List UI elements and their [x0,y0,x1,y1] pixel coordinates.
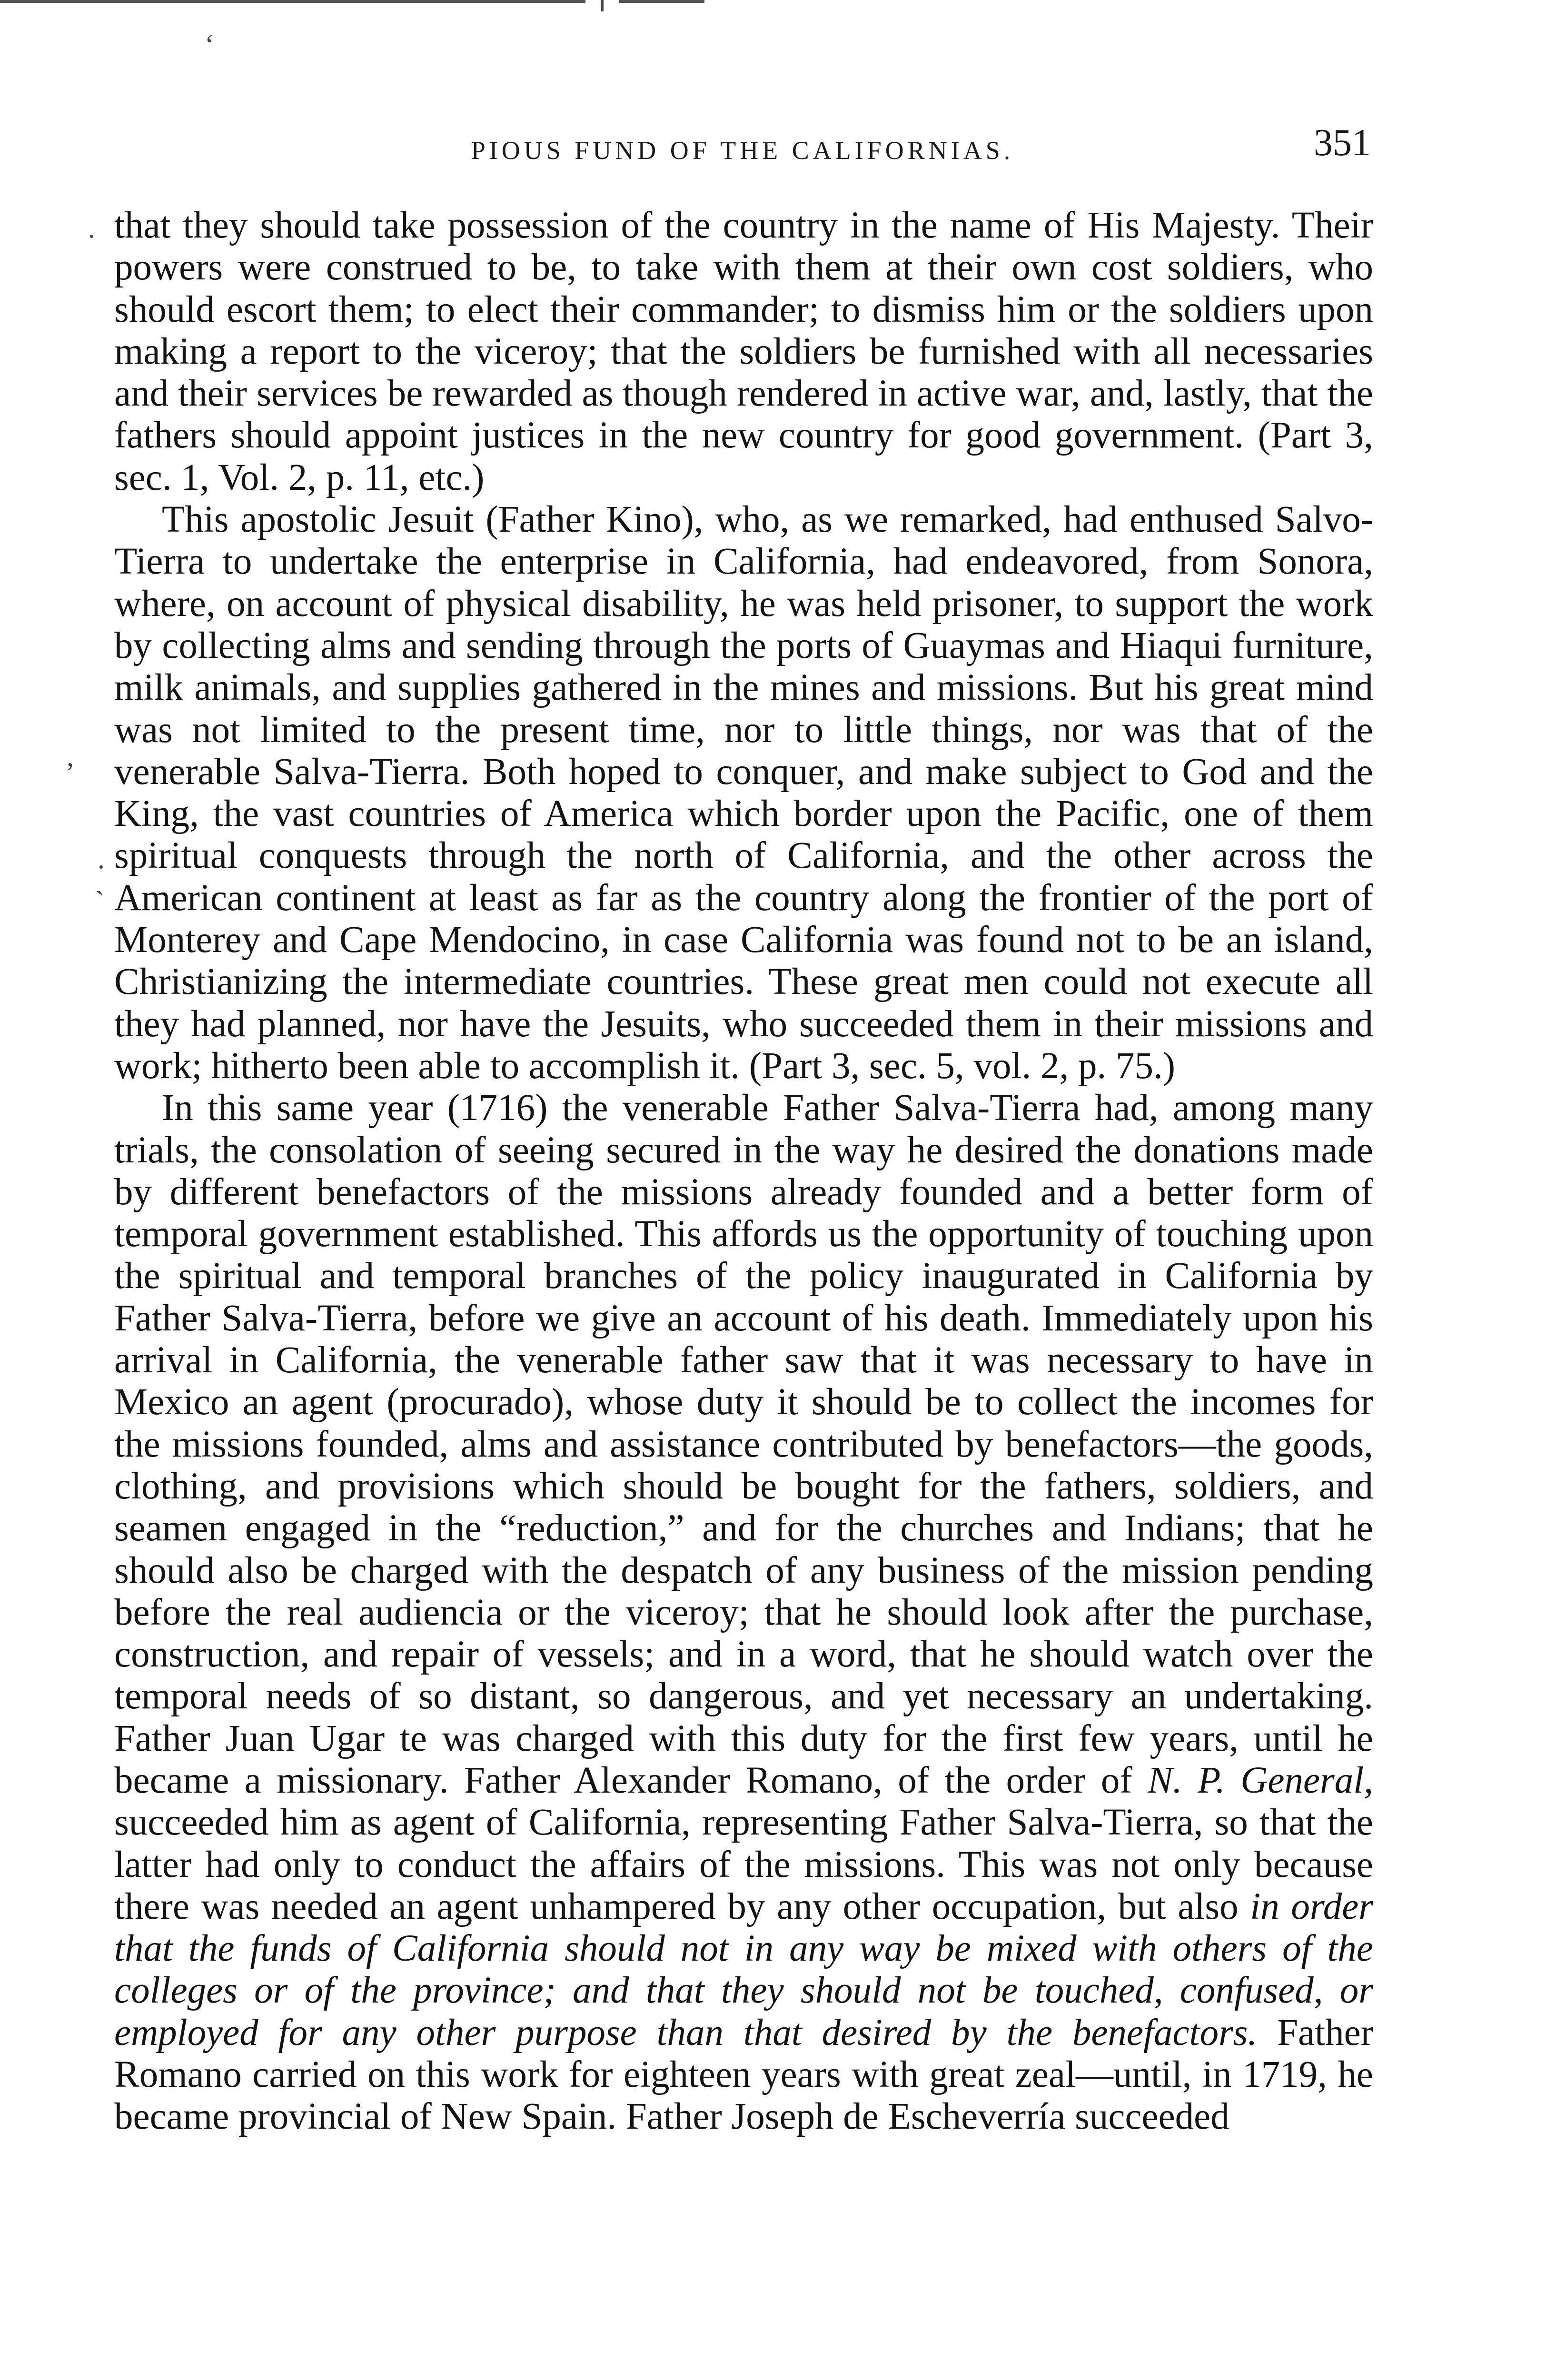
paragraph-text-segment: succeeded him as agent of California, representing Father Salva-Tierra, so that the latter had only to conduct the affairs of the missions. This was not only because there was needed an agent unhampered by any other occupation, but also [114,1802,1373,1927]
top-edge-tick [601,0,604,11]
paragraph-text-segment: In this same year (1716) the venerable Father Salva-Tierra had, among many trials, the consolation of seeing secured in the way he desired the donations made by different benefactors of the missions already founded and a better form of temporal government established. This affords us the opportunity of touching upon the spiritual and temporal branches of the policy inaugurated in California by Father Salva-Tierra, before we give an account of his death. Immediately upon his arrival in California, the venerable father saw that it was necessary to have in Mexico an agent (procurado), whose duty it should be to collect the incomes for the missions founded, alms and assistance contributed by benefactors—the goods, clothing, and provisions which should be bought for the fathers, soldiers, and seamen engaged in the “reduction,” and for the churches and Indians; that he should also be charged with the despatch of any business of the mission pending before the real audiencia or the viceroy; that he should look after the purchase, construction, and repair of vessels; and in a word, that he should watch over the temporal needs of so distant, so dangerous, and yet necessary an undertaking. Father Juan Ugar te was charged with this duty for the first few years, until he became a missionary. Father Alexander Romano, of the order of [114,1087,1373,1801]
paragraph-text-segment: Father Romano carried on this work for eighteen years with great zeal—until, in 1719, he became provincial of New Spain. Father Joseph de Escheverría succeeded [114,2012,1374,2138]
page-header [114,121,1371,174]
italic-funds-passage: in order that the funds of California should not in any way be mixed with others of the colleges or of the province; and that they should not be touched, confused, or employed for any other purpose than that desired by the benefactors. [114,1885,1374,2053]
italic-np-general: N. P. General, [1148,1759,1373,1801]
paragraph-continuation: that they should take possession of the country in the name of His Majesty. Their powers were construed to be, to take with them at their own cost soldiers, who should escort them; to elect their commander; to dismiss him or the soldiers upon making a report to the viceroy; that the soldiers be furnished with all necessaries and their services be rewarded as though rendered in active war, and, lastly, that the fathers should appoint justices in the new country for good government. (Part 3, sec. 1, Vol. 2, p. 11, etc.) [114,205,1373,498]
margin-mark: . [88,212,95,244]
body-text [114,205,1373,2138]
margin-mark: . [98,843,105,874]
margin-mark: ‘ [205,29,214,60]
page-number: 351 [1314,122,1371,164]
paragraph-pious-fund-agent [114,1087,1373,2138]
page-top-edge [0,0,1546,5]
top-edge-line-left [0,0,585,3]
margin-mark: , [67,741,74,772]
top-edge-line-right [619,0,704,3]
margin-mark: ` [95,886,105,917]
running-title: PIOUS FUND OF THE CALIFORNIAS. [471,136,1014,165]
paragraph-father-kino: This apostolic Jesuit (Father Kino), who, as we remarked, had enthused Salvo-Tierra to undertake the enterprise in California, had endeavored, from Sonora, where, on account of physical disability, he was held prisoner, to support the work by collecting alms and sending through the ports of Guaymas and Hiaqui furniture, milk animals, and supplies gathered in the mines and missions. But his great mind was not limited to the present time, nor to little things, nor was that of the venerable Salva-Tierra. Both hoped to conquer, and make subject to God and the King, the vast countries of America which border upon the Pacific, one of them spiritual conquests through the north of California, and the other across the American continent at least as far as the country along the frontier of the port of Monterey and Cape Mendocino, in case California was found not to be an island, Christianizing the intermediate countries. These great men could not execute all they had planned, nor have the Jesuits, who succeeded them in their missions and work; hitherto been able to accomplish it. (Part 3, sec. 5, vol. 2, p. 75.) [114,499,1373,1087]
